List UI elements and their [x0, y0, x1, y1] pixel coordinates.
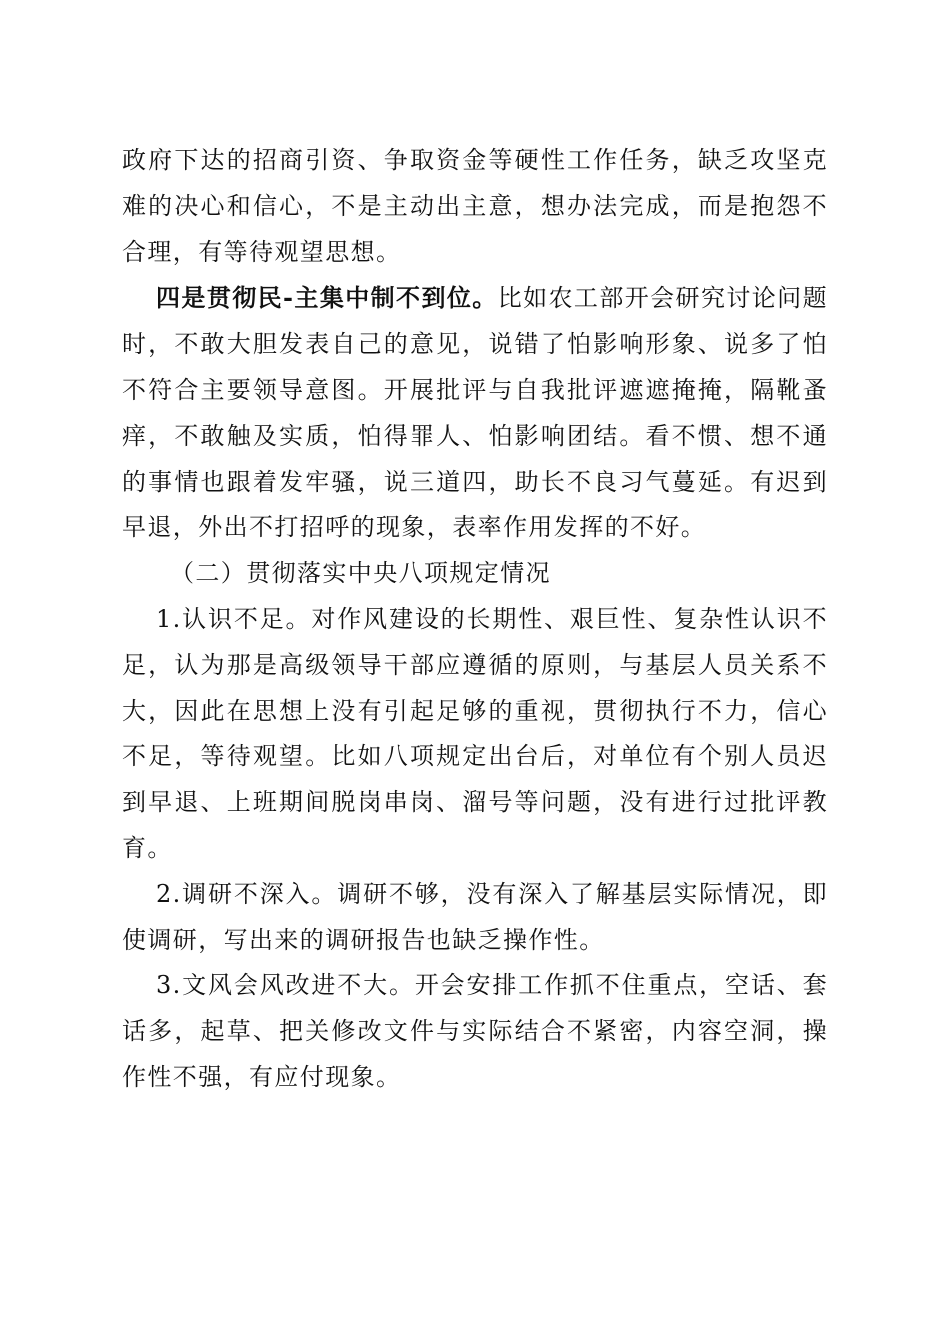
- paragraph-item-3: [122, 963, 828, 1100]
- paragraph-item-1: [122, 597, 828, 872]
- paragraph-text: 2.调研不深入。调研不够，没有深入了解基层实际情况，即使调研，写出来的调研报告也缺乏操作性。: [122, 879, 828, 954]
- section-heading: [122, 551, 828, 597]
- paragraph-continuation: [122, 138, 828, 275]
- document-body: [122, 138, 828, 1101]
- paragraph-text: 政府下达的招商引资、争取资金等硬性工作任务，缺乏攻坚克难的决心和信心，不是主动出主意，想办法完成，而是抱怨不合理，有等待观望思想。: [122, 146, 828, 266]
- paragraph-text: 3.文风会风改进不大。开会安排工作抓不住重点，空话、套话多，起草、把关修改文件与实际结合不紧密，内容空洞，操作性不强，有应付现象。: [122, 971, 828, 1091]
- paragraph-item-2: [122, 872, 828, 964]
- paragraph-lead: 四是贯彻民-主集中制不到位。: [156, 283, 498, 313]
- paragraph-text: 1.认识不足。对作风建设的长期性、艰巨性、复杂性认识不足，认为那是高级领导干部应遵循的原则，与基层人员关系不大，因此在思想上没有引起足够的重视，贯彻执行不力，信心不足，等待观望。比如八项规定出台后，对单位有个别人员迟到早退、上班期间脱岗串岗、溜号等问题，没有进行过批评教育。: [122, 604, 828, 862]
- section-heading-text: （二）贯彻落实中央八项规定情况: [170, 559, 551, 588]
- paragraph-democratic-centralism: [122, 275, 828, 551]
- paragraph-text: 比如农工部开会研究讨论问题时，不敢大胆发表自己的意见，说错了怕影响形象、说多了怕不符合主要领导意图。开展批评与自我批评遮遮掩掩，隔靴蚤痒，不敢触及实质，怕得罪人、怕影响团结。看不惯、想不通的事情也跟着发牢骚，说三道四，助长不良习气蔓延。有迟到早退，外出不打招呼的现象，表率作用发挥的不好。: [122, 284, 828, 542]
